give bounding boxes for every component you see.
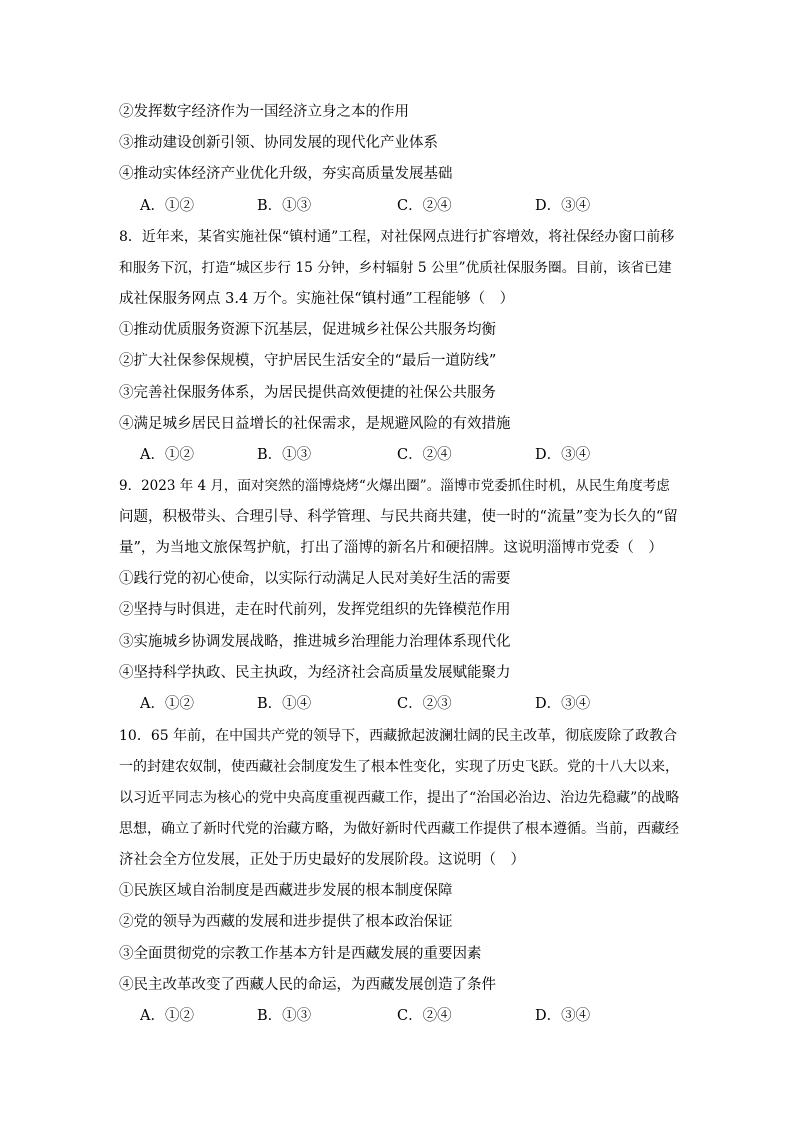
q10-statement-4: ④民主改革改变了西藏人民的命运，为西藏发展创造了条件 <box>119 977 496 993</box>
q9-stem-line-2: 问题，积极带头、合理引导、科学管理、与民共商共建，使一时的“流量”变为长久的“留 <box>119 509 678 525</box>
q9-options <box>140 694 640 714</box>
q9-statement-1: ①践行党的初心使命，以实际行动满足人民对美好生活的需要 <box>119 571 511 587</box>
q10-stem-line-5: 济社会全方位发展，正处于历史最好的发展阶段。这说明（ ） <box>119 852 525 868</box>
q8-statement-1: ①推动优质服务资源下沉基层，促进城乡社保公共服务均衡 <box>119 322 496 338</box>
q8-option-a[interactable]: A．①② <box>140 447 194 463</box>
q7-options <box>140 196 640 216</box>
q10-statement-1: ①民族区域自治制度是西藏进步发展的根本制度保障 <box>119 883 453 899</box>
q9-option-a[interactable]: A．①② <box>140 696 194 712</box>
q7-option-c[interactable]: C．②④ <box>397 198 452 214</box>
q8-stem-line-2: 和服务下沉，打造“城区步行 15 分钟，乡村辐射 5 公里”优质社保服务圈。目前，该省已建 <box>119 260 672 276</box>
q10-stem-line-3: 以习近平同志为核心的党中央高度重视西藏工作，提出了“治国必治边、治边先稳藏”的战略 <box>119 790 680 806</box>
q10-statement-2: ②党的领导为西藏的发展和进步提供了根本政治保证 <box>119 914 453 930</box>
q9-statement-3: ③实施城乡协调发展战略，推进城乡治理能力治理体系现代化 <box>119 634 511 650</box>
q8-option-b[interactable]: B．①③ <box>257 447 312 463</box>
q8-statement-2: ②扩大社保参保规模，守护居民生活安全的“最后一道防线” <box>119 353 497 369</box>
q10-option-a[interactable]: A．①② <box>140 1008 194 1024</box>
q9-stem-line-3: 量”，为当地文旅保驾护航，打出了淄博的新名片和硬招牌。这说明淄博市党委（ ） <box>119 540 663 556</box>
q10-option-b[interactable]: B．①③ <box>257 1008 312 1024</box>
q10-statement-3: ③全面贯彻党的宗教工作基本方针是西藏发展的重要因素 <box>119 946 482 962</box>
q9-option-d[interactable]: D．③④ <box>535 696 591 712</box>
q8-stem-line-1: 8．近年来，某省实施社保“镇村通”工程，对社保网点进行扩容增效，将社保经办窗口前移 <box>119 229 675 245</box>
q8-option-d[interactable]: D．③④ <box>535 447 591 463</box>
q8-stem-line-3: 成社保服务网点 3.4 万个。实施社保“镇村通”工程能够（ ） <box>119 291 515 307</box>
q8-statement-3: ③完善社保服务体系，为居民提供高效便捷的社保公共服务 <box>119 385 496 401</box>
q7-option-a[interactable]: A．①② <box>140 198 194 214</box>
q8-options <box>140 445 640 465</box>
q7-statement-2: ②发挥数字经济作为一国经济立身之本的作用 <box>119 104 409 120</box>
q10-option-c[interactable]: C．②④ <box>397 1008 452 1024</box>
q10-stem-line-1: 10．65 年前，在中国共产党的领导下，西藏掀起波澜壮阔的民主改革，彻底废除了政教合 <box>119 728 678 744</box>
q9-stem-line-1: 9．2023 年 4 月，面对突然的淄博烧烤“火爆出圈”。淄博市党委抓住时机，从民生角度考虑 <box>119 478 670 494</box>
q7-statement-4: ④推动实体经济产业优化升级，夯实高质量发展基础 <box>119 166 453 182</box>
q10-stem-line-2: 一的封建农奴制，使西藏社会制度发生了根本性变化，实现了历史飞跃。党的十八大以来， <box>119 759 679 775</box>
q10-option-d[interactable]: D．③④ <box>535 1008 591 1024</box>
q8-option-c[interactable]: C．②④ <box>397 447 452 463</box>
q7-option-b[interactable]: B．①③ <box>257 198 312 214</box>
q7-option-d[interactable]: D．③④ <box>535 198 591 214</box>
q10-stem-line-4: 思想，确立了新时代党的治藏方略，为做好新时代西藏工作提供了根本遵循。当前，西藏经 <box>119 821 679 837</box>
q9-statement-2: ②坚持与时俱进，走在时代前列，发挥党组织的先锋模范作用 <box>119 602 511 618</box>
q9-statement-4: ④坚持科学执政、民主执政，为经济社会高质量发展赋能聚力 <box>119 665 511 681</box>
q7-statement-3: ③推动建设创新引领、协同发展的现代化产业体系 <box>119 135 438 151</box>
q9-option-c[interactable]: C．②③ <box>397 696 452 712</box>
q9-option-b[interactable]: B．①④ <box>257 696 312 712</box>
q10-options <box>140 1006 640 1026</box>
q8-statement-4: ④满足城乡居民日益增长的社保需求，是规避风险的有效措施 <box>119 416 511 432</box>
